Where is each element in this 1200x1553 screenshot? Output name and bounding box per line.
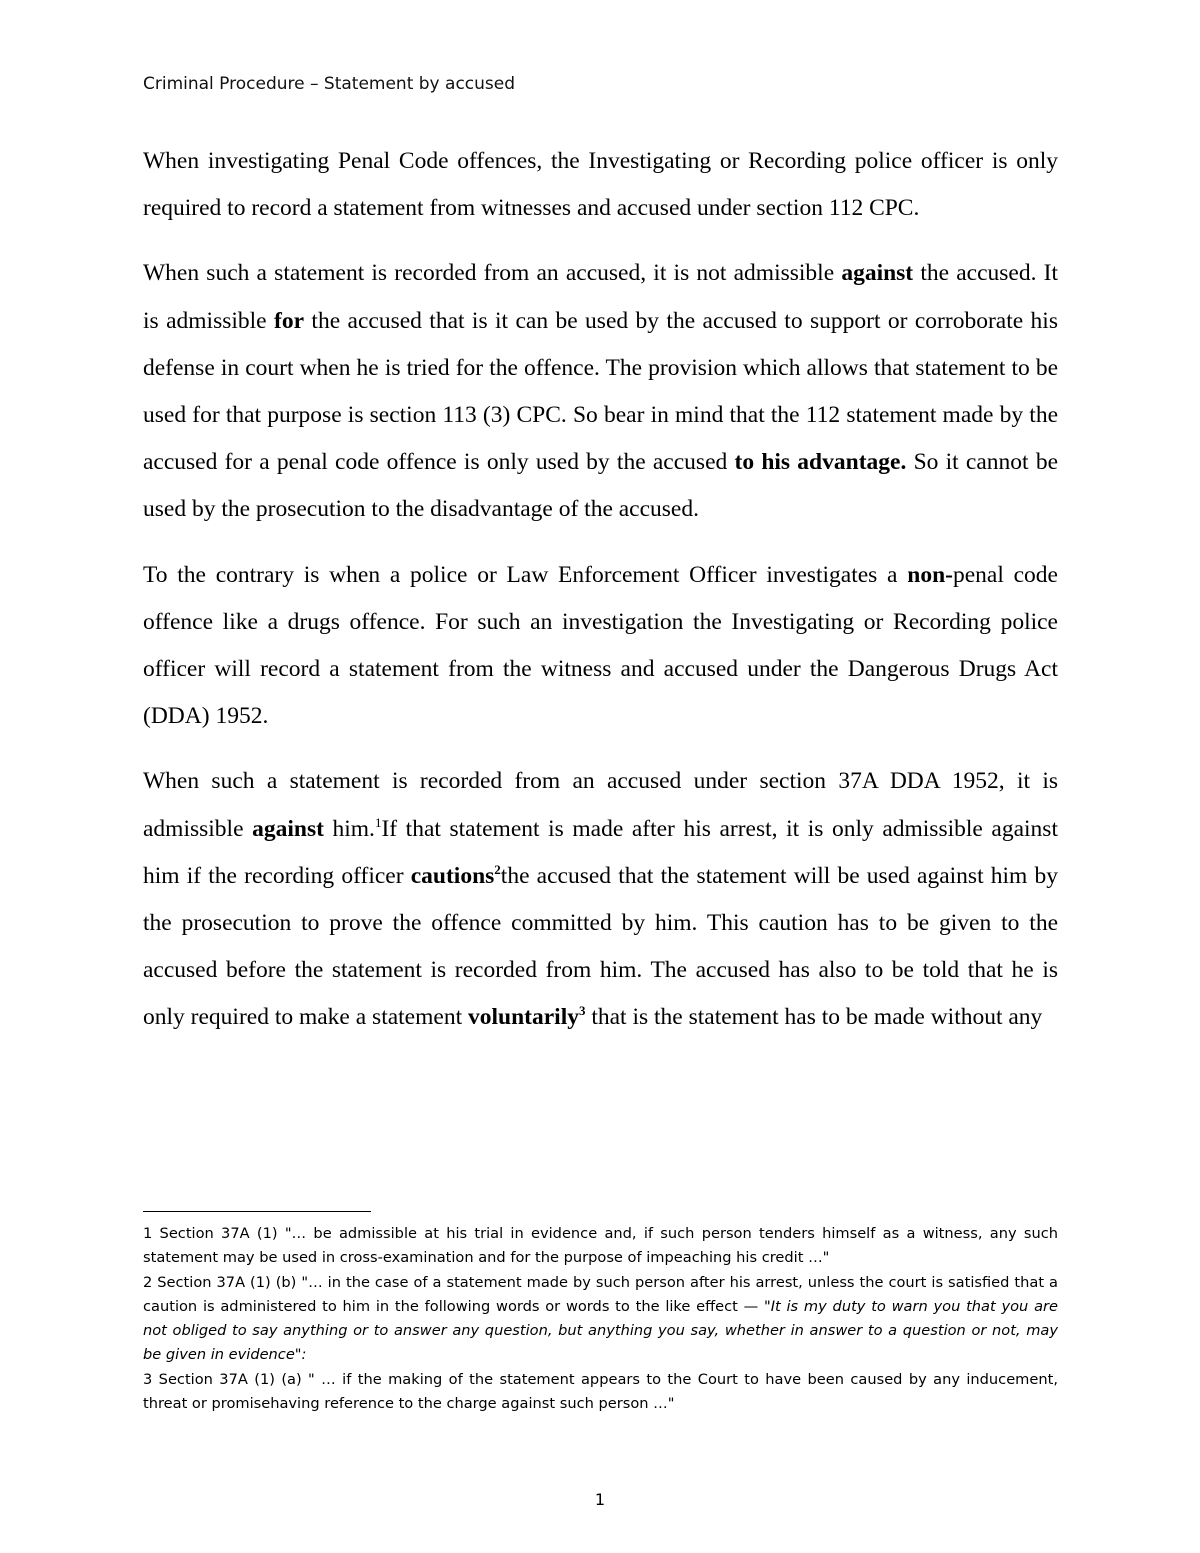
body-text (143, 138, 1058, 1060)
bold-text: cautions (410, 862, 495, 889)
footnote-3: 3 Section 37A (1) (a) " … if the making of the statement appears to the Court to have been caused by any inducement, threat or promisehaving reference to the charge against such person …" (143, 1370, 1058, 1413)
text-run: the accused that the statement will be used against him by the prosecution to prove the offence committed by him. This caution has to be given to the accused before the statement is recorded from him. The accused has also to be told that he is only required to make a statement (143, 862, 1059, 1031)
text-run: that is the statement has to be made without any (585, 1004, 1043, 1031)
page-number: 1 (594, 1490, 606, 1509)
bold-text: voluntarily (467, 1004, 579, 1031)
running-header: Criminal Procedure – Statement by accused (143, 74, 516, 94)
text-run: When such a statement is recorded from an accused, it is not admissible (143, 260, 842, 287)
bold-text: non- (907, 561, 953, 588)
bold-text: against (841, 260, 914, 287)
paragraph-3 (143, 552, 1058, 741)
footnote-1: 1 Section 37A (1) "… be admissible at his trial in evidence and, if such person tenders himself as a witness, any such statement may be used in cross-examination and for the purpose of impeaching his credit …" (143, 1225, 1058, 1267)
text-run: To the contrary is when a police or Law Enforcement Officer investigates a (143, 561, 908, 588)
footnote-separator (143, 1211, 371, 1212)
text-run: the accused. It is admissible (143, 260, 1058, 334)
text-run: penal code offence like a drugs offence. For such an investigation the Investigating or Recording police officer will record a statement from the witness and accused under the Dangerous Drugs Act (DDA) 1952. (143, 561, 1058, 730)
footnotes (143, 1222, 1058, 1416)
text-run: So it cannot be used by the prosecution to the disadvantage of the accused. (143, 449, 1058, 523)
text-run: the accused that is it can be used by the accused to support or corroborate his defense in court when he is tried for the offence. The provision which allows that statement to be used for that purpose is section 113 (3) CPC. So bear in mind that the 112 statement made by the accused for a penal code offence is only used by the accused (143, 307, 1058, 476)
footnote-2 (143, 1271, 1058, 1368)
paragraph-1: When investigating Penal Code offences, the Investigating or Recording police officer is only required to record a statement from witnesses and accused under section 112 CPC. (143, 148, 1058, 222)
bold-text: to his advantage. (734, 449, 907, 476)
footnote-ref-2[interactable]: 2 (494, 862, 501, 878)
bold-text: against (252, 815, 324, 842)
italic-quote: "It is my duty to warn you that you are not obliged to say anything or to answer any question, but anything you say, whether in answer to a question or not, may be given in evidence": (143, 1297, 1058, 1364)
text-run: 2 Section 37A (1) (b) "… in the case of a statement made by such person after his arrest, unless the court is satisfied that a caution is administered to him in the following words or words to the like effect — (143, 1273, 1058, 1315)
text-run: When such a statement is recorded from an accused under section 37A DDA 1952, it is admissible (143, 768, 1058, 842)
text-run: him. (323, 815, 375, 842)
footnote-ref-3[interactable]: 3 (578, 1003, 586, 1019)
text-run: If that statement is made after his arrest, it is only admissible against him if the recording officer (143, 815, 1058, 889)
paragraph-4 (143, 758, 1058, 1041)
paragraph-2 (143, 250, 1058, 533)
footnote-ref-1[interactable]: 1 (374, 814, 382, 830)
bold-text: for (274, 307, 305, 334)
